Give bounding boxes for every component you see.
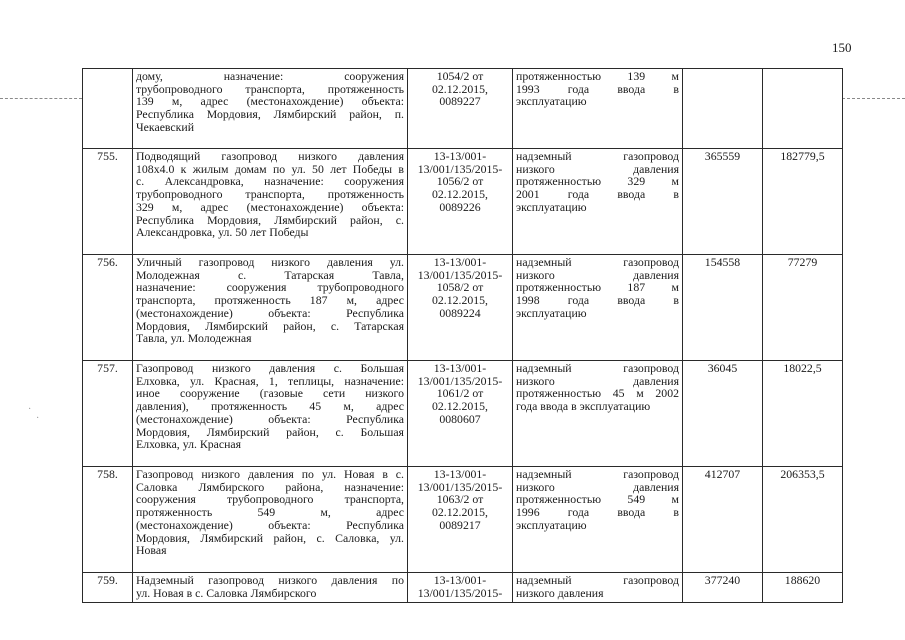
residual-value-text: 182779,5	[780, 149, 825, 163]
cadastral-line: 02.12.2015,	[431, 399, 489, 414]
table-row	[83, 149, 843, 255]
residual-value	[763, 573, 843, 603]
desc-line: Молодежная с. Татарская Тавла,	[136, 267, 404, 282]
balance-value	[683, 573, 763, 603]
property-registry-table	[82, 68, 843, 603]
desc-line: с. Александровка, назначение: сооружения	[136, 174, 404, 189]
scan-artifact-line-right	[842, 98, 905, 99]
registration-number	[408, 255, 513, 361]
row-number-text: 755.	[97, 149, 118, 163]
balance-value	[683, 255, 763, 361]
registration-number	[408, 69, 513, 149]
desc-line: давления), протяженность 45 м, адрес	[136, 399, 404, 414]
characteristics-line: протяженностью 45 м 2002	[516, 386, 679, 401]
object-characteristics	[513, 361, 683, 467]
registration-number	[408, 149, 513, 255]
row-number	[83, 361, 133, 467]
characteristics-line: эксплуатацию	[516, 94, 587, 109]
desc-line: Газопровод низкого давления с. Большая	[136, 361, 404, 375]
cadastral-line: 13/001/135/2015-	[417, 267, 503, 282]
object-characteristics	[513, 255, 683, 361]
registration-number	[408, 467, 513, 573]
object-description	[133, 467, 408, 573]
object-description	[133, 255, 408, 361]
desc-line: транспорта, протяженность 187 м, адрес	[136, 293, 404, 308]
desc-line: трубопроводного транспорта, протяженность	[136, 187, 404, 202]
desc-line: 139 м, адрес (местонахождение) объекта:	[136, 94, 404, 109]
desc-line: Мордовия, Лямбирский район, с. Саловка, ул.	[136, 530, 404, 545]
object-description	[133, 573, 408, 603]
characteristics-line: эксплуатацию	[516, 517, 587, 532]
desc-line: 329 м, адрес (местонахождение) объекта:	[136, 199, 404, 214]
desc-line: дому, назначение: сооружения	[136, 69, 404, 83]
row-number-text: 758.	[97, 467, 118, 481]
row-number	[83, 149, 133, 255]
residual-value	[763, 255, 843, 361]
cadastral-line: 0089224	[439, 305, 481, 320]
desc-line: Чекаевский	[136, 119, 195, 134]
characteristics-line: надземный газопровод	[516, 467, 679, 481]
desc-line: Республика Мордовия, Лямбирский район, п.	[136, 107, 404, 122]
table-row	[83, 69, 843, 149]
table-row	[83, 361, 843, 467]
cadastral-line: 02.12.2015,	[431, 505, 489, 520]
cadastral-line: 13/001/135/2015-	[417, 585, 503, 600]
cadastral-line: 13/001/135/2015-	[417, 373, 503, 388]
balance-value	[683, 69, 763, 149]
cadastral-line: 1054/2 от	[436, 69, 484, 83]
desc-line: Елховка, ул. Красная	[136, 437, 242, 452]
characteristics-line: 1998 года ввода в	[516, 293, 679, 308]
characteristics-line: надземный газопровод	[516, 149, 679, 163]
desc-line: Новая	[136, 543, 167, 558]
characteristics-line: низкого давления	[516, 161, 679, 176]
residual-value-text: 18022,5	[783, 361, 822, 375]
residual-value-text: 206353,5	[780, 467, 825, 481]
desc-line: Мордовия, Лямбирский район, с. Татарская	[136, 318, 404, 333]
cadastral-line: 13/001/135/2015-	[417, 479, 503, 494]
cadastral-line: 0089226	[439, 199, 481, 214]
cadastral-line: 13-13/001-	[433, 573, 487, 587]
desc-line: (местонахождение) объекта: Республика	[136, 517, 404, 532]
characteristics-line: 1993 года ввода в	[516, 81, 679, 96]
residual-value	[763, 69, 843, 149]
cadastral-line: 1056/2 от	[436, 174, 484, 189]
desc-line: 108х4.0 к жилым домам по ул. 50 лет Победы в	[136, 161, 404, 176]
desc-line: трубопроводного транспорта, протяженность	[136, 81, 404, 96]
balance-value-text: 412707	[704, 467, 741, 481]
characteristics-line: эксплуатацию	[516, 305, 587, 320]
row-number-text: 757.	[97, 361, 118, 375]
desc-line: Республика Мордовия, Лямбирский район, с.	[136, 212, 404, 227]
scan-artifact-mark: ·	[28, 404, 32, 415]
desc-line: Мордовия, Лямбирский район, с. Большая	[136, 424, 404, 439]
table-row	[83, 573, 843, 603]
characteristics-line: надземный газопровод	[516, 255, 679, 269]
balance-value-text: 377240	[704, 573, 741, 587]
characteristics-line: года ввода в эксплуатацию	[516, 399, 651, 414]
balance-value	[683, 467, 763, 573]
balance-value-text: 36045	[707, 361, 738, 375]
characteristics-line: низкого давления	[516, 267, 679, 282]
characteristics-line: 2001 года ввода в	[516, 187, 679, 202]
characteristics-line: низкого давления	[516, 585, 604, 600]
desc-line: иное сооружение (газовые сети низкого	[136, 386, 404, 401]
desc-line: Надземный газопровод низкого давления по	[136, 573, 404, 587]
object-description	[133, 149, 408, 255]
registration-number	[408, 573, 513, 603]
balance-value-text: 365559	[704, 149, 741, 163]
cadastral-line: 13-13/001-	[433, 255, 487, 269]
balance-value	[683, 149, 763, 255]
desc-line: Саловка Лямбирского района, назначение:	[136, 479, 404, 494]
page-number: 150	[832, 40, 852, 55]
cadastral-line: 1063/2 от	[436, 492, 484, 507]
desc-line: сооружения трубопроводного транспорта,	[136, 492, 404, 507]
cadastral-line: 1058/2 от	[436, 280, 484, 295]
cadastral-line: 02.12.2015,	[431, 293, 489, 308]
desc-line: Александровка, ул. 50 лет Победы	[136, 225, 309, 240]
characteristics-line: 1996 года ввода в	[516, 505, 679, 520]
residual-value-text: 77279	[787, 255, 818, 269]
residual-value	[763, 149, 843, 255]
scan-artifact-mark: ·	[36, 413, 40, 424]
desc-line: (местонахождение) объекта: Республика	[136, 305, 404, 320]
cadastral-line: 0080607	[439, 411, 481, 426]
characteristics-line: протяженностью 549 м	[516, 492, 679, 507]
characteristics-line: эксплуатацию	[516, 199, 587, 214]
cadastral-line: 13/001/135/2015-	[417, 161, 503, 176]
row-number	[83, 467, 133, 573]
cadastral-line: 0089217	[439, 517, 481, 532]
desc-line: (местонахождение) объекта: Республика	[136, 411, 404, 426]
desc-line: Уличный газопровод низкого давления ул.	[136, 255, 404, 269]
row-number	[83, 255, 133, 361]
row-number	[83, 69, 133, 149]
cadastral-line: 1061/2 от	[436, 386, 484, 401]
object-characteristics	[513, 69, 683, 149]
registration-number	[408, 361, 513, 467]
characteristics-line: низкого давления	[516, 479, 679, 494]
table-row	[83, 467, 843, 573]
residual-value-text: 188620	[784, 573, 821, 587]
row-number-text: 759.	[97, 573, 118, 587]
desc-line: Тавла, ул. Молодежная	[136, 331, 252, 346]
characteristics-line: протяженностью 329 м	[516, 174, 679, 189]
residual-value	[763, 467, 843, 573]
desc-line: протяженность 549 м, адрес	[136, 505, 404, 520]
row-number-text: 756.	[97, 255, 118, 269]
cadastral-line: 02.12.2015,	[431, 81, 489, 96]
cadastral-line: 13-13/001-	[433, 361, 487, 375]
desc-line: назначение: сооружения трубопроводного	[136, 280, 404, 295]
desc-line: Подводящий газопровод низкого давления	[136, 149, 404, 163]
desc-line: ул. Новая в с. Саловка Лямбирского	[136, 585, 317, 600]
cadastral-line: 13-13/001-	[433, 467, 487, 481]
desc-line: Газопровод низкого давления по ул. Новая в с.	[136, 467, 404, 481]
object-characteristics	[513, 467, 683, 573]
characteristics-line: низкого давления	[516, 373, 679, 388]
object-description	[133, 361, 408, 467]
cadastral-line: 0089227	[439, 94, 481, 109]
table-row	[83, 255, 843, 361]
cadastral-line: 13-13/001-	[433, 149, 487, 163]
characteristics-line: надземный газопровод	[516, 361, 679, 375]
characteristics-line: протяженностью 187 м	[516, 280, 679, 295]
characteristics-line: надземный газопровод	[516, 573, 679, 587]
object-description	[133, 69, 408, 149]
row-number	[83, 573, 133, 603]
balance-value-text: 154558	[704, 255, 741, 269]
object-characteristics	[513, 573, 683, 603]
characteristics-line: протяженностью 139 м	[516, 69, 679, 83]
balance-value	[683, 361, 763, 467]
desc-line: Елховка, ул. Красная, 1, теплицы, назначение:	[136, 373, 404, 388]
residual-value	[763, 361, 843, 467]
scan-artifact-line-left	[0, 98, 82, 99]
object-characteristics	[513, 149, 683, 255]
cadastral-line: 02.12.2015,	[431, 187, 489, 202]
